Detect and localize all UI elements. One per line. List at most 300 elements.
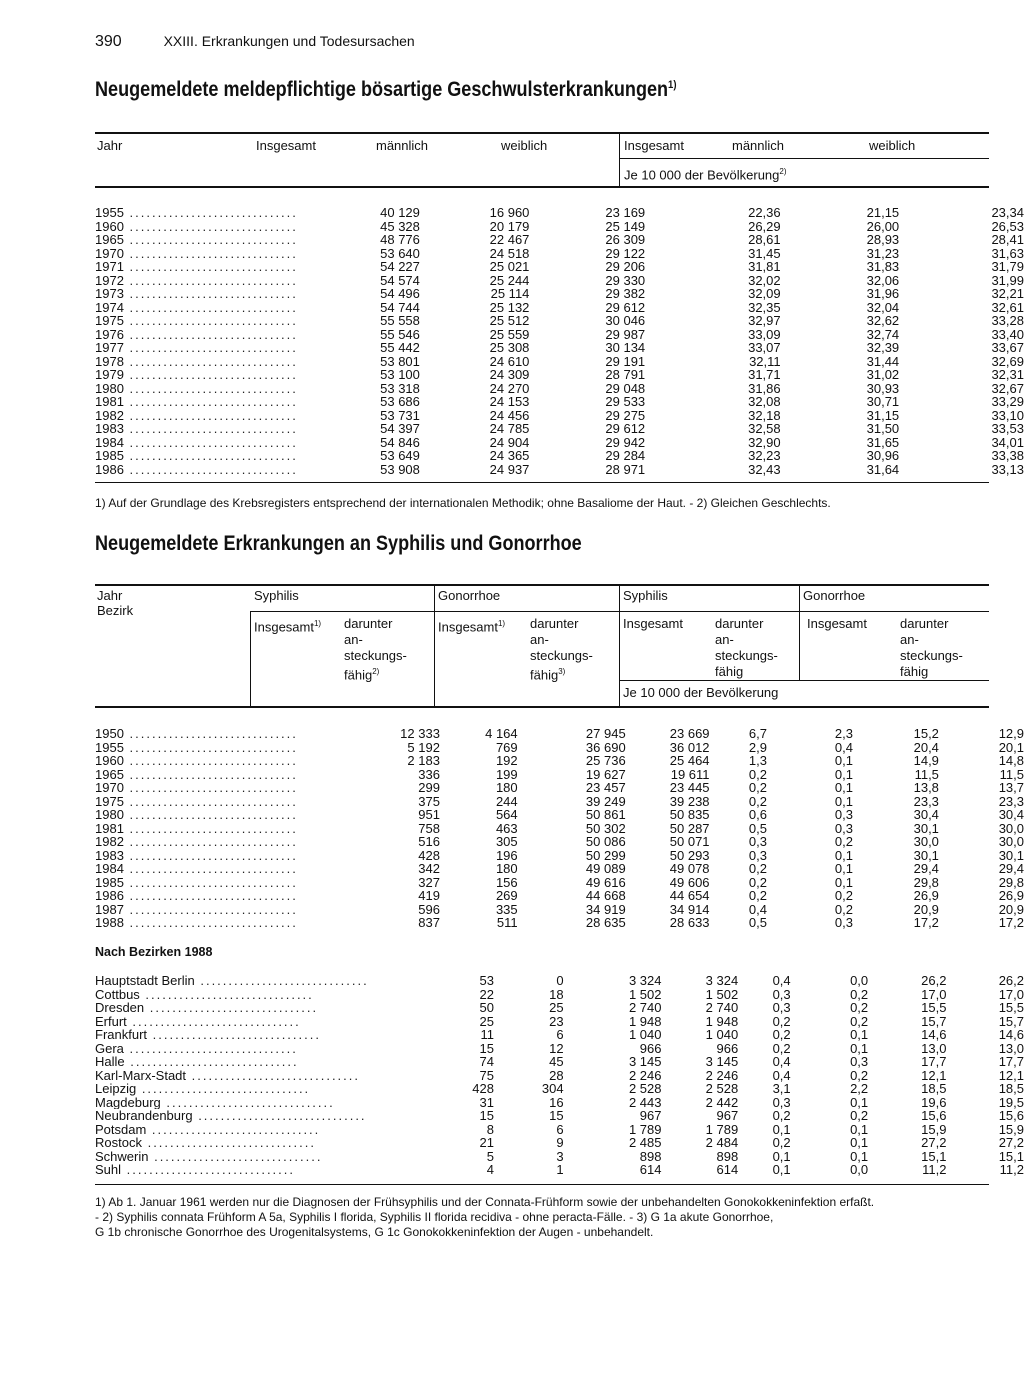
cell-value: 2,3 bbox=[834, 726, 853, 741]
cell-value: 17,7 bbox=[921, 1054, 947, 1069]
leader-dots: .............................. bbox=[123, 727, 298, 741]
t2-syph-dar-3: steckungs- bbox=[344, 648, 407, 663]
cell-value: 0,2 bbox=[850, 1013, 869, 1029]
table2-row bbox=[95, 822, 1024, 836]
t1-head-maennlich2: männlich bbox=[732, 138, 785, 153]
cell-value: 0,1 bbox=[834, 847, 853, 863]
cell-value: 13,7 bbox=[998, 780, 1024, 795]
table2-bottom-rule bbox=[95, 1184, 989, 1185]
t2-head-syph-rate-darunter bbox=[715, 616, 778, 680]
cell-value: 33,28 bbox=[991, 313, 1024, 328]
bezirk-row bbox=[95, 1136, 1024, 1150]
row-label bbox=[95, 808, 298, 822]
leader-dots: .............................. bbox=[192, 1109, 367, 1123]
t2-gonr-dar-3: steckungs- bbox=[900, 648, 963, 663]
cell-value: 23,3 bbox=[913, 793, 939, 809]
cell-value: 11,5 bbox=[999, 766, 1024, 782]
row-label bbox=[95, 916, 298, 930]
cell-value: 0,1 bbox=[834, 861, 853, 876]
cell-value: 31,15 bbox=[866, 407, 900, 423]
row-label bbox=[95, 409, 298, 423]
t2-gon-dar-2: an- bbox=[530, 632, 549, 647]
cell-value: 30,1 bbox=[913, 820, 939, 836]
leader-dots: .............................. bbox=[123, 368, 298, 382]
row-label bbox=[95, 341, 298, 355]
cell-value: 23 457 bbox=[585, 780, 626, 795]
cell-value: 24 785 bbox=[489, 421, 530, 436]
row-label-text: 1960 bbox=[95, 754, 124, 768]
row-label bbox=[95, 1109, 369, 1123]
leader-dots: .............................. bbox=[146, 1122, 321, 1136]
bezirk-row bbox=[95, 1015, 1024, 1029]
cell-value: 0,2 bbox=[772, 1013, 791, 1029]
cell-value: 24 518 bbox=[489, 245, 530, 261]
t2-head-gonorrhoe-rate: Gonorrhoe bbox=[803, 588, 866, 603]
t2-syph-dar-sup: 2) bbox=[372, 667, 380, 676]
cell-value: 29 048 bbox=[605, 380, 646, 396]
cell-value: 15,5 bbox=[921, 1000, 947, 1015]
row-label-text: 1988 bbox=[95, 916, 124, 930]
t2-head-syph-rate-insgesamt: Insgesamt bbox=[623, 616, 683, 631]
cell-value: 54 574 bbox=[380, 272, 420, 288]
cell-value: 19 611 bbox=[670, 766, 710, 782]
row-label-text: Dresden bbox=[95, 1001, 145, 1015]
cell-value: 19,5 bbox=[998, 1094, 1024, 1110]
cell-value: 199 bbox=[495, 766, 518, 782]
row-label bbox=[95, 1042, 369, 1056]
t2-vrule-3 bbox=[619, 586, 620, 707]
cell-value: 15,2 bbox=[913, 726, 939, 741]
t2-head-gon-darunter bbox=[530, 616, 593, 683]
cell-value: 33,13 bbox=[991, 461, 1024, 477]
cell-value: 25 736 bbox=[585, 753, 626, 768]
leader-dots: .............................. bbox=[123, 260, 298, 274]
cell-value: 20,9 bbox=[998, 901, 1024, 917]
cell-value: 18,5 bbox=[998, 1081, 1024, 1096]
cell-value: 15 bbox=[549, 1108, 564, 1123]
cell-value: 11,2 bbox=[922, 1162, 947, 1177]
cell-value: 29 191 bbox=[605, 353, 646, 369]
cell-value: 23,34 bbox=[991, 205, 1024, 220]
t2-syphr-dar-3: steckungs- bbox=[715, 648, 778, 663]
cell-value: 32,43 bbox=[748, 461, 781, 477]
t2-head-gon-rate-darunter bbox=[900, 616, 963, 680]
row-label-text: 1971 bbox=[95, 260, 124, 274]
t2-gon-ins-sup: 1) bbox=[497, 619, 506, 628]
leader-dots: .............................. bbox=[136, 1082, 311, 1096]
cell-value: 0,2 bbox=[834, 901, 853, 917]
cell-value: 0,3 bbox=[834, 915, 853, 930]
cell-value: 25 512 bbox=[489, 313, 530, 328]
bezirk-row bbox=[95, 1001, 1024, 1015]
row-label bbox=[95, 1028, 369, 1042]
table2-footnote-1: 1) Ab 1. Januar 1961 werden nur die Diagnosen der Frühsyphilis und der Connata-Frühform sowie der unbehandelten Gonokokkeninfektion erfaßt. bbox=[95, 1195, 875, 1209]
cell-value: 8 bbox=[486, 1121, 494, 1137]
cell-value: 0,2 bbox=[850, 1067, 869, 1083]
table1-row bbox=[95, 260, 1024, 274]
cell-value: 33,38 bbox=[991, 448, 1024, 463]
row-label bbox=[95, 795, 298, 809]
cell-value: 25 bbox=[479, 1013, 494, 1029]
cell-value: 304 bbox=[541, 1081, 564, 1096]
row-label-text: 1975 bbox=[95, 314, 124, 328]
cell-value: 0 bbox=[556, 973, 564, 988]
cell-value: 34 914 bbox=[669, 901, 710, 917]
t1-head-weiblich2: weiblich bbox=[869, 138, 916, 153]
leader-dots: .............................. bbox=[123, 781, 298, 795]
t2-head-syphilis: Syphilis bbox=[254, 588, 299, 603]
t2-head-gonorrhoe: Gonorrhoe bbox=[438, 588, 501, 603]
table2-footnote-3: G 1b chronische Gonorrhoe des Urogenitalsystems, G 1c Gonokokkeninfektion der Augen - unbehandelt. bbox=[95, 1225, 654, 1239]
cell-value: 269 bbox=[495, 888, 518, 903]
cell-value: 17,0 bbox=[998, 986, 1024, 1002]
cell-value: 6,7 bbox=[748, 726, 767, 741]
running-header bbox=[95, 33, 415, 51]
cell-value: 31,45 bbox=[748, 245, 781, 261]
row-label bbox=[95, 889, 298, 903]
row-label-text: 1970 bbox=[95, 781, 124, 795]
cell-value: 28,93 bbox=[866, 232, 900, 247]
cell-value: 12,1 bbox=[921, 1067, 947, 1083]
cell-value: 32,90 bbox=[748, 434, 781, 450]
cell-value: 1 bbox=[556, 1162, 564, 1177]
t1-sub-rule bbox=[619, 158, 989, 159]
row-label bbox=[95, 1136, 369, 1150]
t2-syph-dar-4-text: fähig bbox=[344, 667, 373, 683]
row-label bbox=[95, 1001, 369, 1015]
cell-value: 36 690 bbox=[585, 739, 626, 755]
cell-value: 32,97 bbox=[748, 313, 781, 328]
cell-value: 32,11 bbox=[749, 353, 781, 369]
cell-value: 29,4 bbox=[913, 861, 939, 876]
t1-head-maennlich: männlich bbox=[376, 138, 429, 153]
cell-value: 0,5 bbox=[748, 915, 767, 930]
row-label-text: 1976 bbox=[95, 327, 124, 341]
t2-sub-header: Je 10 000 der Bevölkerung bbox=[623, 685, 779, 700]
leader-dots: .............................. bbox=[144, 1001, 319, 1015]
t2-gon-dar-4 bbox=[530, 664, 593, 683]
row-label bbox=[95, 260, 298, 274]
cell-value: 28,61 bbox=[748, 232, 781, 247]
cell-value: 5 192 bbox=[407, 739, 440, 755]
cell-value: 50 835 bbox=[669, 807, 710, 822]
leader-dots: .............................. bbox=[123, 902, 298, 916]
leader-dots: .............................. bbox=[123, 889, 298, 903]
table1-top-rule bbox=[95, 132, 989, 134]
cell-value: 463 bbox=[495, 820, 518, 836]
cell-value: 180 bbox=[495, 780, 518, 795]
cell-value: 15,9 bbox=[921, 1121, 947, 1137]
cell-value: 29 942 bbox=[605, 434, 646, 450]
cell-value: 12,9 bbox=[998, 726, 1024, 741]
bezirk-row bbox=[95, 1028, 1024, 1042]
cell-value: 15,9 bbox=[998, 1121, 1024, 1137]
leader-dots: .............................. bbox=[123, 422, 298, 436]
t2-gonr-dar-1: darunter bbox=[900, 616, 949, 631]
cell-value: 33,40 bbox=[991, 326, 1024, 342]
row-label bbox=[95, 220, 298, 234]
table1-row bbox=[95, 422, 1024, 436]
t2-syphr-dar-2: an- bbox=[715, 632, 734, 647]
cell-value: 34,01 bbox=[991, 434, 1024, 450]
cell-value: 32,58 bbox=[748, 421, 781, 436]
cell-value: 511 bbox=[496, 915, 518, 930]
cell-value: 1 502 bbox=[705, 986, 739, 1002]
cell-value: 31,83 bbox=[866, 259, 900, 274]
cell-value: 31,96 bbox=[866, 286, 900, 301]
cell-value: 3 145 bbox=[628, 1054, 662, 1069]
row-label bbox=[95, 314, 298, 328]
cell-value: 1 502 bbox=[628, 986, 662, 1002]
cell-value: 20,9 bbox=[913, 901, 939, 917]
cell-value: 1,3 bbox=[748, 753, 767, 768]
leader-dots: .............................. bbox=[123, 767, 298, 781]
cell-value: 49 089 bbox=[585, 861, 626, 876]
cell-value: 0,1 bbox=[834, 766, 853, 782]
cell-value: 23 445 bbox=[669, 780, 710, 795]
cell-value: 36 012 bbox=[669, 739, 710, 755]
cell-value: 0,1 bbox=[850, 1121, 869, 1137]
cell-value: 12 333 bbox=[400, 726, 440, 741]
cell-value: 25 149 bbox=[605, 218, 646, 234]
row-label bbox=[95, 849, 298, 863]
cell-value: 11,2 bbox=[999, 1162, 1024, 1177]
cell-value: 30 046 bbox=[605, 313, 646, 328]
leader-dots: .............................. bbox=[141, 1136, 316, 1150]
row-label bbox=[95, 1015, 369, 1029]
cell-value: 0,3 bbox=[850, 1054, 869, 1069]
bezirk-row bbox=[95, 1096, 1024, 1110]
cell-value: 4 164 bbox=[485, 726, 518, 741]
cell-value: 53 100 bbox=[380, 367, 420, 382]
row-label bbox=[95, 988, 369, 1002]
cell-value: 0,1 bbox=[850, 1135, 869, 1150]
cell-value: 53 801 bbox=[380, 353, 420, 369]
cell-value: 419 bbox=[418, 888, 440, 903]
cell-value: 31,44 bbox=[866, 353, 900, 369]
cell-value: 6 bbox=[556, 1121, 564, 1137]
cell-value: 0,1 bbox=[850, 1027, 869, 1042]
table2-row bbox=[95, 835, 1024, 849]
row-label bbox=[95, 1082, 369, 1096]
leader-dots: .............................. bbox=[123, 381, 298, 395]
row-label-text: 1955 bbox=[95, 206, 124, 220]
table2-footnote-2: - 2) Syphilis connata Frühform A 5a, Syphilis I florida, Syphilis II florida recidiva - ohne peracta-Fälle. - 3) G 1a akute Gonorrhoe, bbox=[95, 1210, 774, 1224]
cell-value: 2 246 bbox=[628, 1067, 662, 1083]
table1-row bbox=[95, 395, 1024, 409]
table2-row bbox=[95, 741, 1024, 755]
leader-dots: .............................. bbox=[139, 987, 314, 1001]
row-label-text: Erfurt bbox=[95, 1014, 127, 1028]
cell-value: 0,3 bbox=[748, 847, 767, 863]
t1-sub-header bbox=[624, 164, 787, 183]
cell-value: 29,4 bbox=[998, 861, 1024, 876]
cell-value: 2 183 bbox=[407, 753, 440, 768]
cell-value: 31,65 bbox=[866, 434, 900, 450]
cell-value: 6 bbox=[556, 1027, 564, 1042]
leader-dots: .............................. bbox=[123, 435, 298, 449]
table2-title: Neugemeldete Erkrankungen an Syphilis und Gonorrhoe bbox=[95, 532, 582, 555]
cell-value: 17,0 bbox=[921, 986, 947, 1002]
cell-value: 335 bbox=[495, 901, 518, 917]
row-label-text: 1975 bbox=[95, 794, 124, 808]
t2-syph-dar-4 bbox=[344, 664, 407, 683]
cell-value: 25 114 bbox=[490, 286, 530, 301]
cell-value: 0,4 bbox=[772, 1054, 791, 1069]
cell-value: 21 bbox=[479, 1135, 494, 1150]
cell-value: 31,23 bbox=[866, 245, 900, 261]
table2-top-rule bbox=[95, 584, 989, 586]
cell-value: 2 485 bbox=[628, 1135, 662, 1150]
cell-value: 596 bbox=[418, 901, 440, 917]
leader-dots: .............................. bbox=[123, 462, 298, 476]
table1-row bbox=[95, 355, 1024, 369]
cell-value: 15,1 bbox=[921, 1148, 947, 1164]
cell-value: 30,71 bbox=[866, 394, 900, 409]
bezirk-row bbox=[95, 1109, 1024, 1123]
t2-gonr-dar-4: fähig bbox=[900, 664, 929, 679]
leader-dots: .............................. bbox=[123, 848, 298, 862]
cell-value: 45 bbox=[549, 1054, 564, 1069]
cell-value: 32,21 bbox=[991, 286, 1024, 301]
cell-value: 19 627 bbox=[585, 766, 626, 782]
table2-row bbox=[95, 903, 1024, 917]
row-label-text: 1984 bbox=[95, 862, 124, 876]
leader-dots: .............................. bbox=[123, 395, 298, 409]
cell-value: 23,3 bbox=[998, 793, 1024, 809]
cell-value: 31,86 bbox=[748, 380, 781, 396]
cell-value: 0,0 bbox=[850, 973, 869, 988]
t1-vert-rule bbox=[619, 133, 620, 187]
table1-row bbox=[95, 368, 1024, 382]
cell-value: 54 397 bbox=[380, 421, 420, 436]
table1-row bbox=[95, 436, 1024, 450]
row-label bbox=[95, 395, 298, 409]
cell-value: 24 456 bbox=[489, 407, 530, 423]
cell-value: 15,1 bbox=[998, 1148, 1024, 1164]
row-label-text: 1983 bbox=[95, 422, 124, 436]
table1-title bbox=[95, 78, 676, 102]
cell-value: 16 960 bbox=[489, 205, 530, 220]
cell-value: 39 249 bbox=[585, 793, 626, 809]
cell-value: 24 365 bbox=[489, 448, 530, 463]
t1-head-weiblich: weiblich bbox=[501, 138, 548, 153]
row-label-text: 1983 bbox=[95, 848, 124, 862]
t2-gon-dar-4-text: fähig bbox=[530, 667, 559, 683]
cell-value: 5 bbox=[486, 1148, 494, 1164]
leader-dots: .............................. bbox=[123, 794, 298, 808]
row-label bbox=[95, 449, 298, 463]
cell-value: 0,2 bbox=[748, 780, 767, 795]
row-label bbox=[95, 422, 298, 436]
row-label-text: 1985 bbox=[95, 449, 124, 463]
cell-value: 30 134 bbox=[605, 340, 646, 355]
row-label bbox=[95, 1123, 369, 1137]
cell-value: 1 789 bbox=[705, 1121, 739, 1137]
cell-value: 15,6 bbox=[998, 1108, 1024, 1123]
table1-row bbox=[95, 341, 1024, 355]
cell-value: 30,4 bbox=[998, 807, 1024, 822]
cell-value: 15,7 bbox=[921, 1013, 947, 1029]
cell-value: 516 bbox=[418, 834, 440, 849]
cell-value: 29,8 bbox=[998, 874, 1024, 890]
cell-value: 32,62 bbox=[866, 313, 900, 328]
cell-value: 49 078 bbox=[669, 861, 710, 876]
cell-value: 18,5 bbox=[921, 1081, 947, 1096]
cell-value: 2 740 bbox=[628, 1000, 662, 1015]
row-label bbox=[95, 876, 298, 890]
cell-value: 30,1 bbox=[998, 847, 1024, 863]
cell-value: 24 309 bbox=[489, 367, 530, 382]
cell-value: 22 467 bbox=[489, 232, 530, 247]
cell-value: 29 275 bbox=[605, 407, 646, 423]
cell-value: 0,2 bbox=[850, 986, 869, 1002]
t2-head-gon-insgesamt bbox=[438, 616, 505, 635]
cell-value: 299 bbox=[418, 780, 440, 795]
row-label-text: Cottbus bbox=[95, 987, 140, 1001]
row-label-text: Leipzig bbox=[95, 1082, 137, 1096]
t2-vrule-1 bbox=[250, 611, 251, 707]
row-label bbox=[95, 247, 298, 261]
cell-value: 17,2 bbox=[913, 915, 939, 930]
cell-value: 53 bbox=[479, 973, 494, 988]
cell-value: 0,3 bbox=[834, 820, 853, 836]
t2-syph-ins-sup: 1) bbox=[313, 619, 322, 628]
table1-header-bottom-rule bbox=[95, 186, 989, 188]
leader-dots: .............................. bbox=[123, 754, 298, 768]
cell-value: 0,6 bbox=[748, 807, 767, 822]
row-label-text: Gera bbox=[95, 1041, 124, 1055]
cell-value: 966 bbox=[639, 1040, 662, 1056]
cell-value: 55 442 bbox=[380, 340, 420, 355]
table2-body bbox=[95, 727, 1024, 930]
row-label-text: 1979 bbox=[95, 368, 124, 382]
leader-dots: .............................. bbox=[123, 314, 298, 328]
page-number: 390 bbox=[95, 33, 122, 50]
table1-row bbox=[95, 314, 1024, 328]
cell-value: 898 bbox=[639, 1148, 662, 1164]
cell-value: 1 948 bbox=[705, 1013, 739, 1029]
table1-title-text: Neugemeldete meldepflichtige bösartige Geschwulsterkrankungen bbox=[95, 78, 669, 101]
t2-sub-rule bbox=[619, 680, 989, 681]
table1-row bbox=[95, 220, 1024, 234]
cell-value: 967 bbox=[639, 1108, 662, 1123]
t2-syphr-dar-4: fähig bbox=[715, 664, 744, 679]
cell-value: 32,23 bbox=[748, 448, 781, 463]
cell-value: 53 686 bbox=[380, 394, 420, 409]
t2-head-syph-darunter bbox=[344, 616, 407, 683]
cell-value: 24 937 bbox=[489, 461, 530, 477]
cell-value: 25 559 bbox=[489, 326, 530, 342]
table2-header-bottom-rule bbox=[95, 706, 989, 708]
table1-bottom-rule bbox=[95, 482, 989, 483]
cell-value: 1 789 bbox=[628, 1121, 662, 1137]
cell-value: 50 302 bbox=[585, 820, 626, 836]
t2-syph-ins-text: Insgesamt bbox=[254, 619, 314, 635]
cell-value: 25 308 bbox=[489, 340, 530, 355]
cell-value: 20,1 bbox=[998, 739, 1024, 755]
cell-value: 192 bbox=[495, 753, 518, 768]
cell-value: 2,9 bbox=[748, 739, 767, 755]
cell-value: 0,2 bbox=[834, 888, 853, 903]
cell-value: 44 668 bbox=[585, 888, 626, 903]
t2-syph-dar-2: an- bbox=[344, 632, 363, 647]
row-label-text: 1982 bbox=[95, 408, 124, 422]
cell-value: 20,4 bbox=[913, 739, 939, 755]
cell-value: 342 bbox=[418, 861, 440, 876]
cell-value: 32,31 bbox=[991, 367, 1024, 382]
table2-row bbox=[95, 768, 1024, 782]
